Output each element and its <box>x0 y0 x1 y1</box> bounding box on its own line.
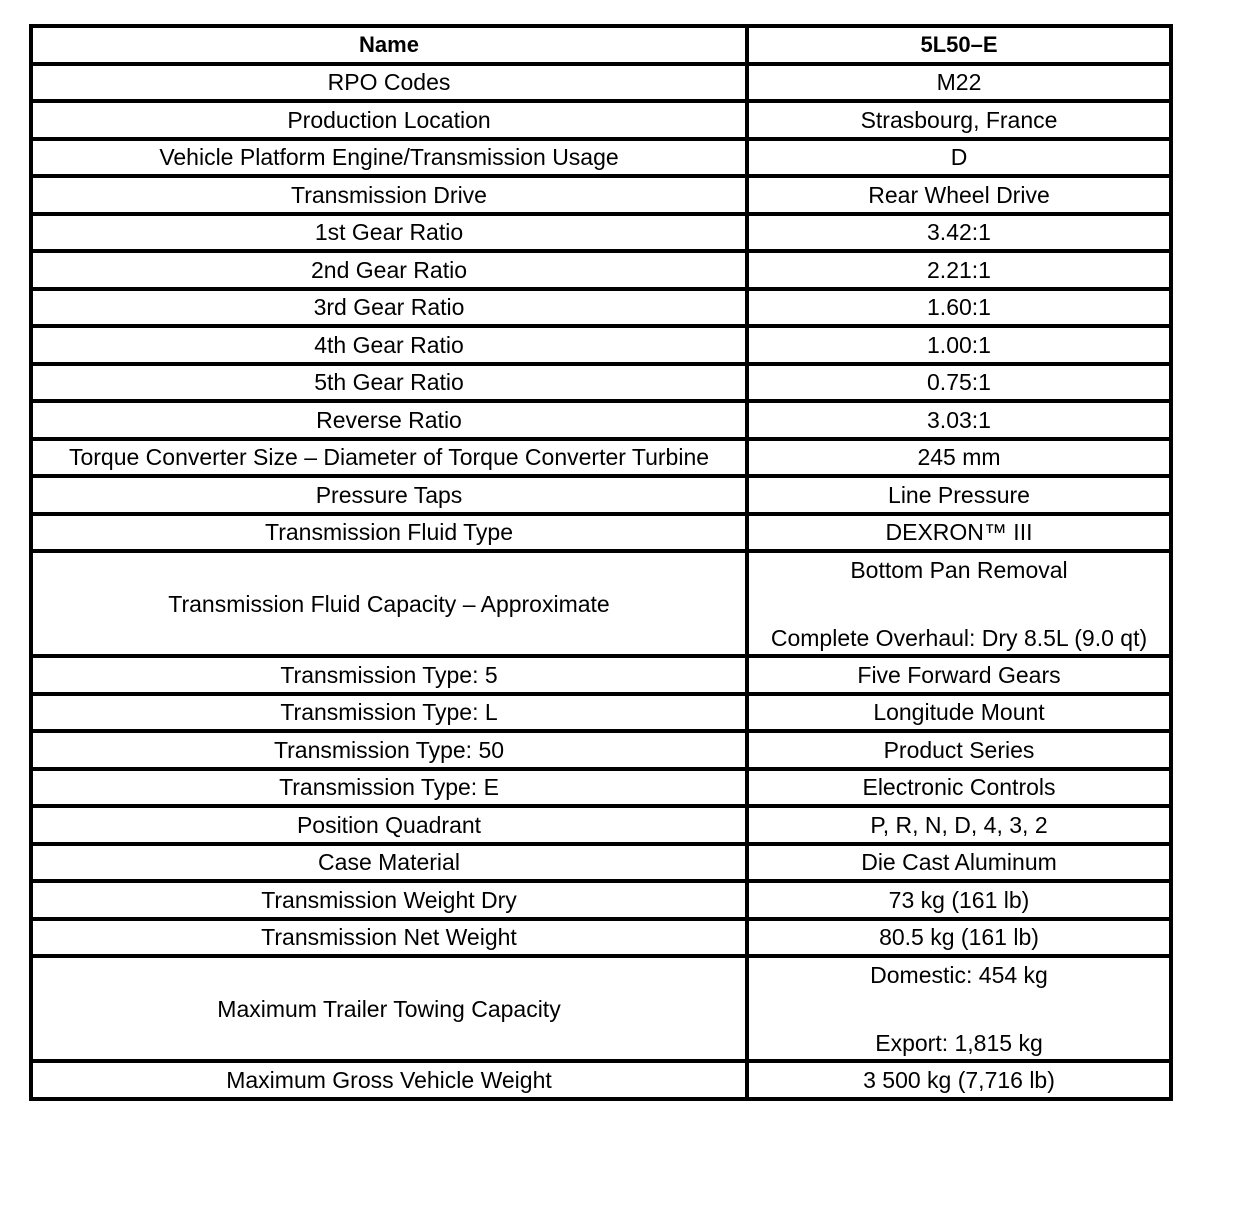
row-label: Production Location <box>31 101 747 139</box>
table-row <box>31 401 1171 439</box>
row-value-line: Complete Overhaul: Dry 8.5L (9.0 qt) <box>770 624 1148 651</box>
table-row <box>31 101 1171 139</box>
table-row <box>31 769 1171 807</box>
header-value-cell: 5L50–E <box>747 26 1171 64</box>
row-label: Position Quadrant <box>31 806 747 844</box>
row-label: Transmission Fluid Capacity – Approximate <box>31 551 747 656</box>
row-value: 1.00:1 <box>747 326 1171 364</box>
row-label: Transmission Fluid Type <box>31 514 747 552</box>
table-row <box>31 364 1171 402</box>
table-row <box>31 139 1171 177</box>
row-value: M22 <box>747 64 1171 102</box>
table-row <box>31 326 1171 364</box>
row-label: Transmission Type: 5 <box>31 656 747 694</box>
row-label: 4th Gear Ratio <box>31 326 747 364</box>
table-row <box>31 694 1171 732</box>
row-label: Torque Converter Size – Diameter of Torque Converter Turbine <box>31 439 747 477</box>
row-value: Rear Wheel Drive <box>747 176 1171 214</box>
row-value-line: Domestic: 454 kg <box>870 961 1048 988</box>
row-label: Transmission Drive <box>31 176 747 214</box>
table-row <box>31 656 1171 694</box>
table-row <box>31 64 1171 102</box>
row-value: Line Pressure <box>747 476 1171 514</box>
table-row <box>31 919 1171 957</box>
table-row <box>31 844 1171 882</box>
row-value: DEXRON™ III <box>747 514 1171 552</box>
row-value-line: Export: 1,815 kg <box>875 1029 1043 1056</box>
row-value: Longitude Mount <box>747 694 1171 732</box>
table-row <box>31 1061 1171 1099</box>
row-label: RPO Codes <box>31 64 747 102</box>
row-value: 245 mm <box>747 439 1171 477</box>
row-label: Transmission Type: 50 <box>31 731 747 769</box>
table-row <box>31 731 1171 769</box>
table-row <box>31 476 1171 514</box>
row-label: Maximum Gross Vehicle Weight <box>31 1061 747 1099</box>
row-label: Transmission Type: L <box>31 694 747 732</box>
row-value: P, R, N, D, 4, 3, 2 <box>747 806 1171 844</box>
table-row <box>31 214 1171 252</box>
row-value: 0.75:1 <box>747 364 1171 402</box>
table-row <box>31 514 1171 552</box>
row-label: Reverse Ratio <box>31 401 747 439</box>
row-value-stack <box>747 551 1171 656</box>
row-label: 2nd Gear Ratio <box>31 251 747 289</box>
row-label: 3rd Gear Ratio <box>31 289 747 327</box>
row-label: Transmission Net Weight <box>31 919 747 957</box>
row-value: 2.21:1 <box>747 251 1171 289</box>
row-label: Transmission Type: E <box>31 769 747 807</box>
row-value-stack <box>747 956 1171 1061</box>
table-row <box>31 176 1171 214</box>
table-row-multiline <box>31 551 1171 656</box>
table-row <box>31 251 1171 289</box>
row-label: 1st Gear Ratio <box>31 214 747 252</box>
row-label: Vehicle Platform Engine/Transmission Usage <box>31 139 747 177</box>
row-value: 80.5 kg (161 lb) <box>747 919 1171 957</box>
table-row <box>31 806 1171 844</box>
table-header-row <box>31 26 1171 64</box>
table-row <box>31 439 1171 477</box>
header-label-cell: Name <box>31 26 747 64</box>
row-value: 3.03:1 <box>747 401 1171 439</box>
table-row <box>31 289 1171 327</box>
row-value: Product Series <box>747 731 1171 769</box>
row-value: Strasbourg, France <box>747 101 1171 139</box>
row-value: 73 kg (161 lb) <box>747 881 1171 919</box>
row-value: 3.42:1 <box>747 214 1171 252</box>
row-label: Transmission Weight Dry <box>31 881 747 919</box>
row-value: Five Forward Gears <box>747 656 1171 694</box>
row-label: Maximum Trailer Towing Capacity <box>31 956 747 1061</box>
row-label: Case Material <box>31 844 747 882</box>
table-row <box>31 881 1171 919</box>
row-value: D <box>747 139 1171 177</box>
row-value: 3 500 kg (7,716 lb) <box>747 1061 1171 1099</box>
row-value: Electronic Controls <box>747 769 1171 807</box>
row-label: 5th Gear Ratio <box>31 364 747 402</box>
row-value-line: Bottom Pan Removal <box>850 556 1068 583</box>
row-label: Pressure Taps <box>31 476 747 514</box>
spec-table <box>29 24 1173 1101</box>
row-value: Die Cast Aluminum <box>747 844 1171 882</box>
table-row-multiline <box>31 956 1171 1061</box>
row-value: 1.60:1 <box>747 289 1171 327</box>
